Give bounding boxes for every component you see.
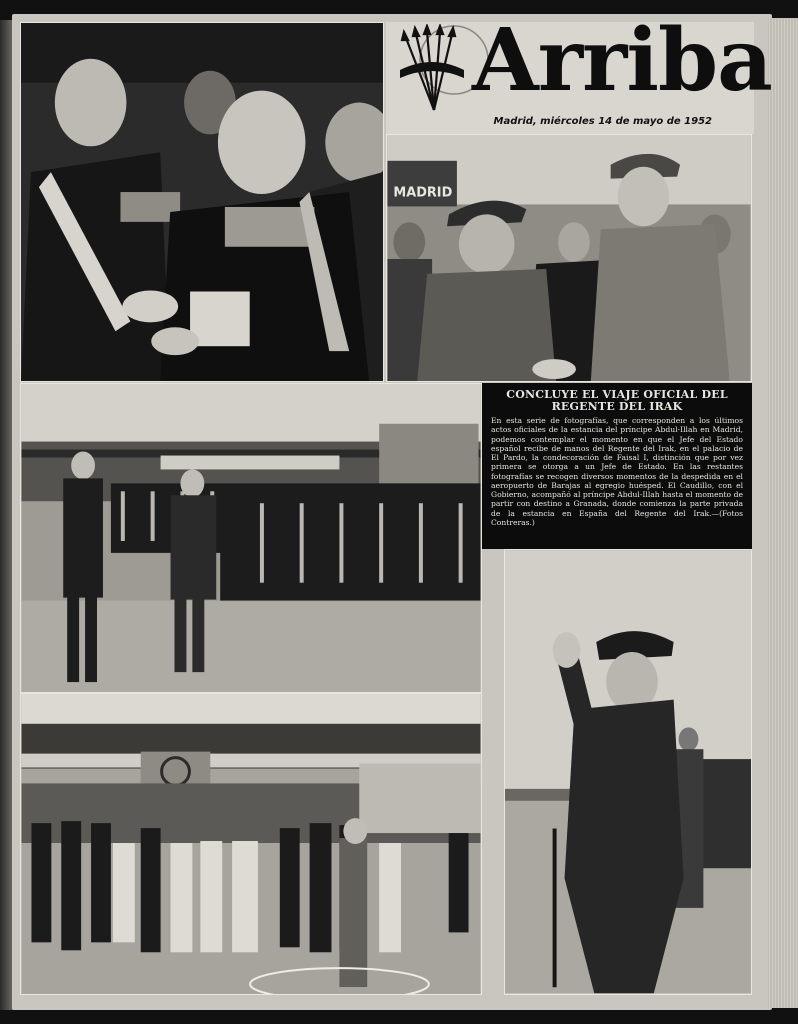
photo-salute-image xyxy=(505,550,751,994)
photo-salute xyxy=(504,549,752,995)
photo-airport-review-image xyxy=(21,384,481,692)
photo-decoration-ceremony-image xyxy=(21,23,383,381)
madrid-sign: MADRID xyxy=(393,185,453,201)
caption-box xyxy=(482,383,752,549)
photo-decoration-ceremony xyxy=(20,22,384,382)
photo-handshake xyxy=(386,134,752,382)
photo-handshake-image xyxy=(387,135,751,381)
page-edges xyxy=(768,18,798,1008)
photo-farewell-group-image xyxy=(21,694,481,994)
masthead xyxy=(386,10,772,134)
photo-airport-review xyxy=(20,383,482,693)
caption-heading: CONCLUYE EL VIAJE OFICIAL DEL REGENTE DEL IRAK xyxy=(506,388,728,413)
caption-body: En esta serie de fotografías, que corresponden a los últimos actos oficiales de la estancia del príncipe Abdul-Illah en Madrid, podemos contemplar el momento en que el Jefe del Estado español recibe de manos del Regente del Irak, en el palacio de El Pardo, la condecoración de Faisal I, distinción que por vez primera se otorga a un Jefe de Estado. En las restantes fotografías se recogen diversos momentos de la despedida en el aeropuerto de Barajas al egregio huésped. El Caudillo, con el Gobierno, acompañó al príncipe Abdul-Illah hasta el momento de partir con destino a Granada, donde comienza la parte privada de la estancia en España del Regente del Irak.—(Fotos Contreras.) xyxy=(491,416,743,527)
masthead-dateline: Madrid, miércoles 14 de mayo de 1952 xyxy=(493,116,712,127)
masthead-title: Arriba xyxy=(472,10,772,111)
photo-farewell-group xyxy=(20,693,482,995)
